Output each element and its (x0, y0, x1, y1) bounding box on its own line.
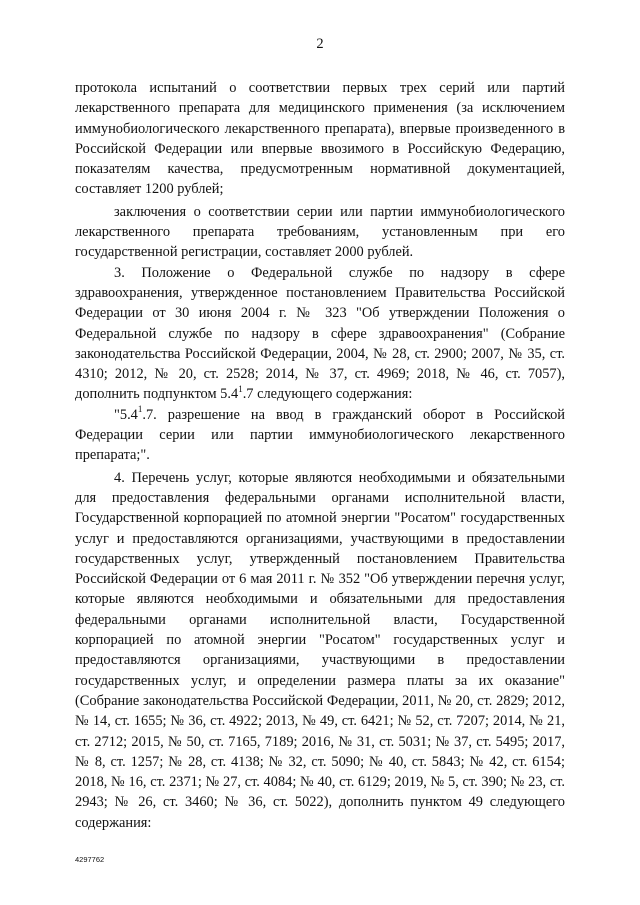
paragraph-3 (75, 263, 565, 405)
paragraph-3-text: 3. Положение о Федеральной службе по надзору в сфере здравоохранения, утвержденное постановлением Правительства Российской Федерации от 30 июня 2004 г. № 323 "Об утверждении Положения о Федеральной службе по надзору в сфере здравоохранения" (Собрание законодательства Российской Федерации, 2004, № 28, ст. 2900; 2007, № 35, ст. 4310; 2012, № 20, ст. 2528; 2014, № 37, ст. 4969; 2018, № 46, ст. 7057), дополнить подпунктом 5.4 (75, 264, 565, 403)
paragraph-4-tail: .7. разрешение на ввод в гражданский оборот в Российской Федерации серии или партии иммунобиологического лекарственного препарата;". (75, 406, 565, 464)
paragraph-3-tail: .7 следующего содержания: (242, 386, 413, 403)
document-code: 4297762 (75, 855, 105, 864)
paragraph-4 (75, 405, 565, 466)
document-body (75, 78, 565, 833)
paragraph-1: протокола испытаний о соответствии первых трех серий или партий лекарственного препарата для медицинского применения (за исключением иммунобиологического лекарственного препарата), впервые произведенного в Российской Федерации или впервые ввозимого в Российскую Федерацию, показателям качества, предусмотренным нормативной документацией, составляет 1200 рублей; (75, 80, 565, 198)
superscript: 1 (238, 383, 243, 394)
superscript: 1 (137, 403, 143, 414)
paragraph-4-start: "5.4 (114, 406, 138, 423)
paragraph-2: заключения о соответствии серии или партии иммунобиологического лекарственного препарата требованиям, установленным при его государственной регистрации, составляет 2000 рублей. (75, 203, 565, 261)
paragraph-5: 4. Перечень услуг, которые являются необходимыми и обязательными для предоставления федеральными органами исполнительной власти, Государственной корпорацией по атомной энергии "Росатом" государственных услуг и предоставляются организациями, участвующими в предоставлении государственных услуг, утвержденный постановлением Правительства Российской Федерации от 6 мая 2011 г. № 352 "Об утверждении перечня услуг, которые являются необходимыми и обязательными для предоставления федеральными органами исполнительной власти, Государственной корпорацией по атомной энергии "Росатом" государственных услуг и предоставляются организациями, участвующими в предоставлении государственных услуг, и определении размера платы за их оказание" (Собрание законодательства Российской Федерации, 2011, № 20, ст. 2829; 2012, № 14, ст. 1655; № 36, ст. 4922; 2013, № 49, ст. 6421; № 52, ст. 7207; 2014, № 21, ст. 2712; 2015, № 50, ст. 7165, 7189; 2016, № 31, ст. 5031; № 37, ст. 5495; 2017, № 8, ст. 1257; № 28, ст. 4138; № 32, ст. 5090; № 40, ст. 5843; № 42, ст. 6154; 2018, № 16, ст. 2371; № 27, ст. 4084; № 40, ст. 6129; 2019, № 5, ст. 390; № 23, ст. 2943; № 26, ст. 3460; № 36, ст. 5022), дополнить пунктом 49 следующего содержания: (75, 469, 565, 831)
page-number: 2 (316, 36, 324, 52)
